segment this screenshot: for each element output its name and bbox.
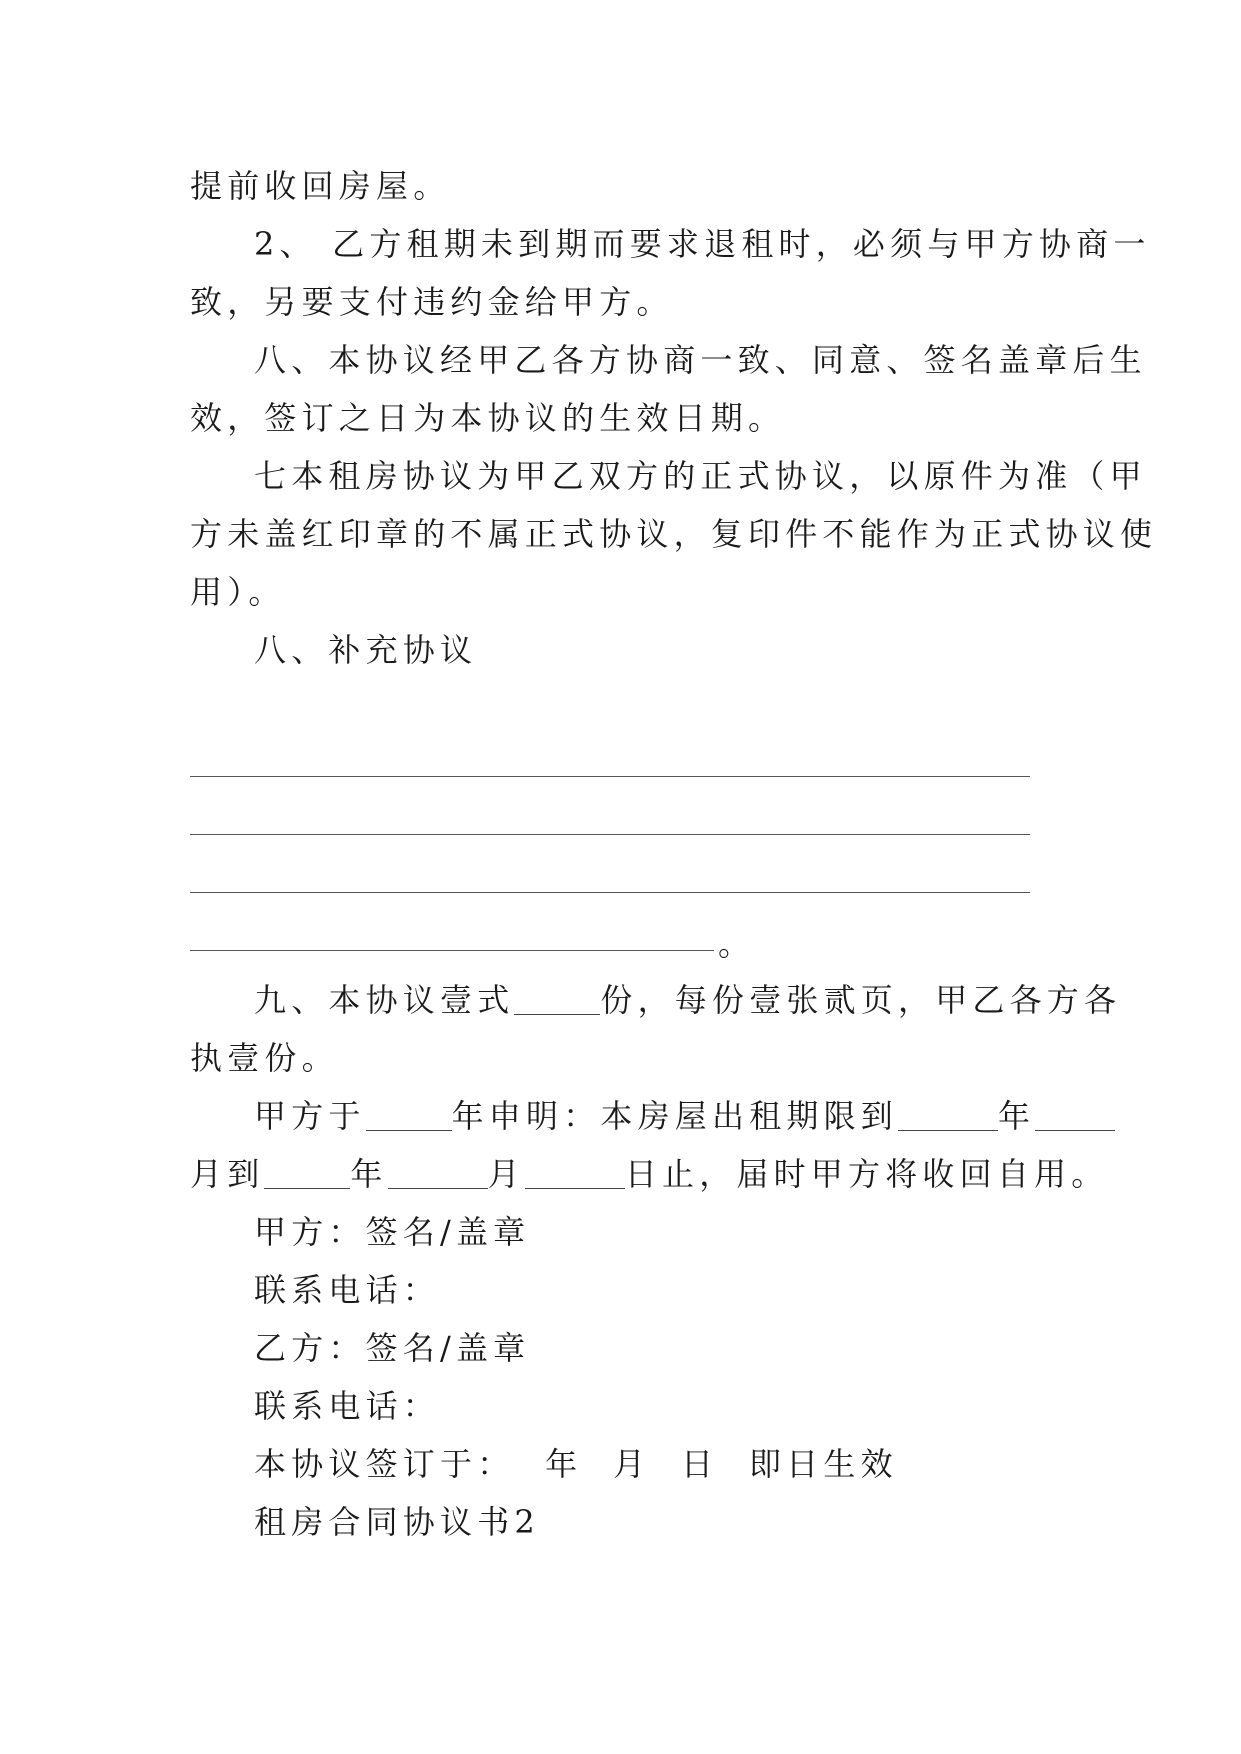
declaration-text: 甲方于 [254,1097,366,1135]
signing-date: 本协议签订于： 年 月 日 即日生效 [254,1445,898,1483]
blank-rule [190,834,1030,835]
text-line: 2、 乙方租期未到期而要求退租时，必须与甲方协商一 [254,225,1151,263]
blank-rule [190,950,714,951]
declaration-text: 月到 [190,1155,265,1193]
blank-rule [190,892,1030,893]
month-blank [1035,1100,1115,1131]
clause-9-line [254,980,1121,1020]
party-b-signature: 乙方：签名/盖章 [254,1329,531,1367]
period-mark: 。 [718,925,756,963]
day-blank [525,1158,625,1189]
party-a-signature: 甲方：签名/盖章 [254,1213,531,1251]
year-blank [264,1158,350,1189]
text-line: 七本租房协议为甲乙双方的正式协议，以原件为准（甲 [254,457,1147,495]
declaration-text: 年申明：本房屋出租期限到 [451,1097,899,1135]
copies-blank [514,984,600,1015]
text-line: 致，另要支付违约金给甲方。 [190,283,674,321]
text-line: 执壹份。 [190,1039,339,1077]
month-blank [388,1158,488,1189]
text-line: 八、本协议经甲乙各方协商一致、同意、签名盖章后生 [254,341,1147,379]
blank-rule [190,776,1030,777]
party-b-phone: 联系电话： [254,1387,441,1425]
document-title: 租房合同协议书2 [254,1503,540,1541]
declaration-text: 月 [487,1155,525,1193]
text-line: 效，签订之日为本协议的生效日期。 [190,399,786,437]
declaration-text: 年 [350,1155,388,1193]
text-line: 方未盖红印章的不属正式协议，复印件不能作为正式协议使 [190,515,1158,553]
year-blank [366,1100,452,1131]
text-line: 用）。 [190,573,286,611]
party-a-phone: 联系电话： [254,1271,441,1309]
declaration-text: 年 [998,1097,1036,1135]
declaration-line [254,1096,1115,1136]
year-blank [898,1100,998,1131]
text-line: 提前收回房屋。 [190,167,451,205]
clause-9-text: 份，每份壹张贰页，甲乙各方各 [600,981,1122,1019]
declaration-text: 日止，届时甲方将收回自用。 [624,1155,1109,1193]
section-heading: 八、补充协议 [254,631,478,669]
clause-9-text: 九、本协议壹式 [254,981,515,1019]
declaration-line [190,1154,1108,1194]
